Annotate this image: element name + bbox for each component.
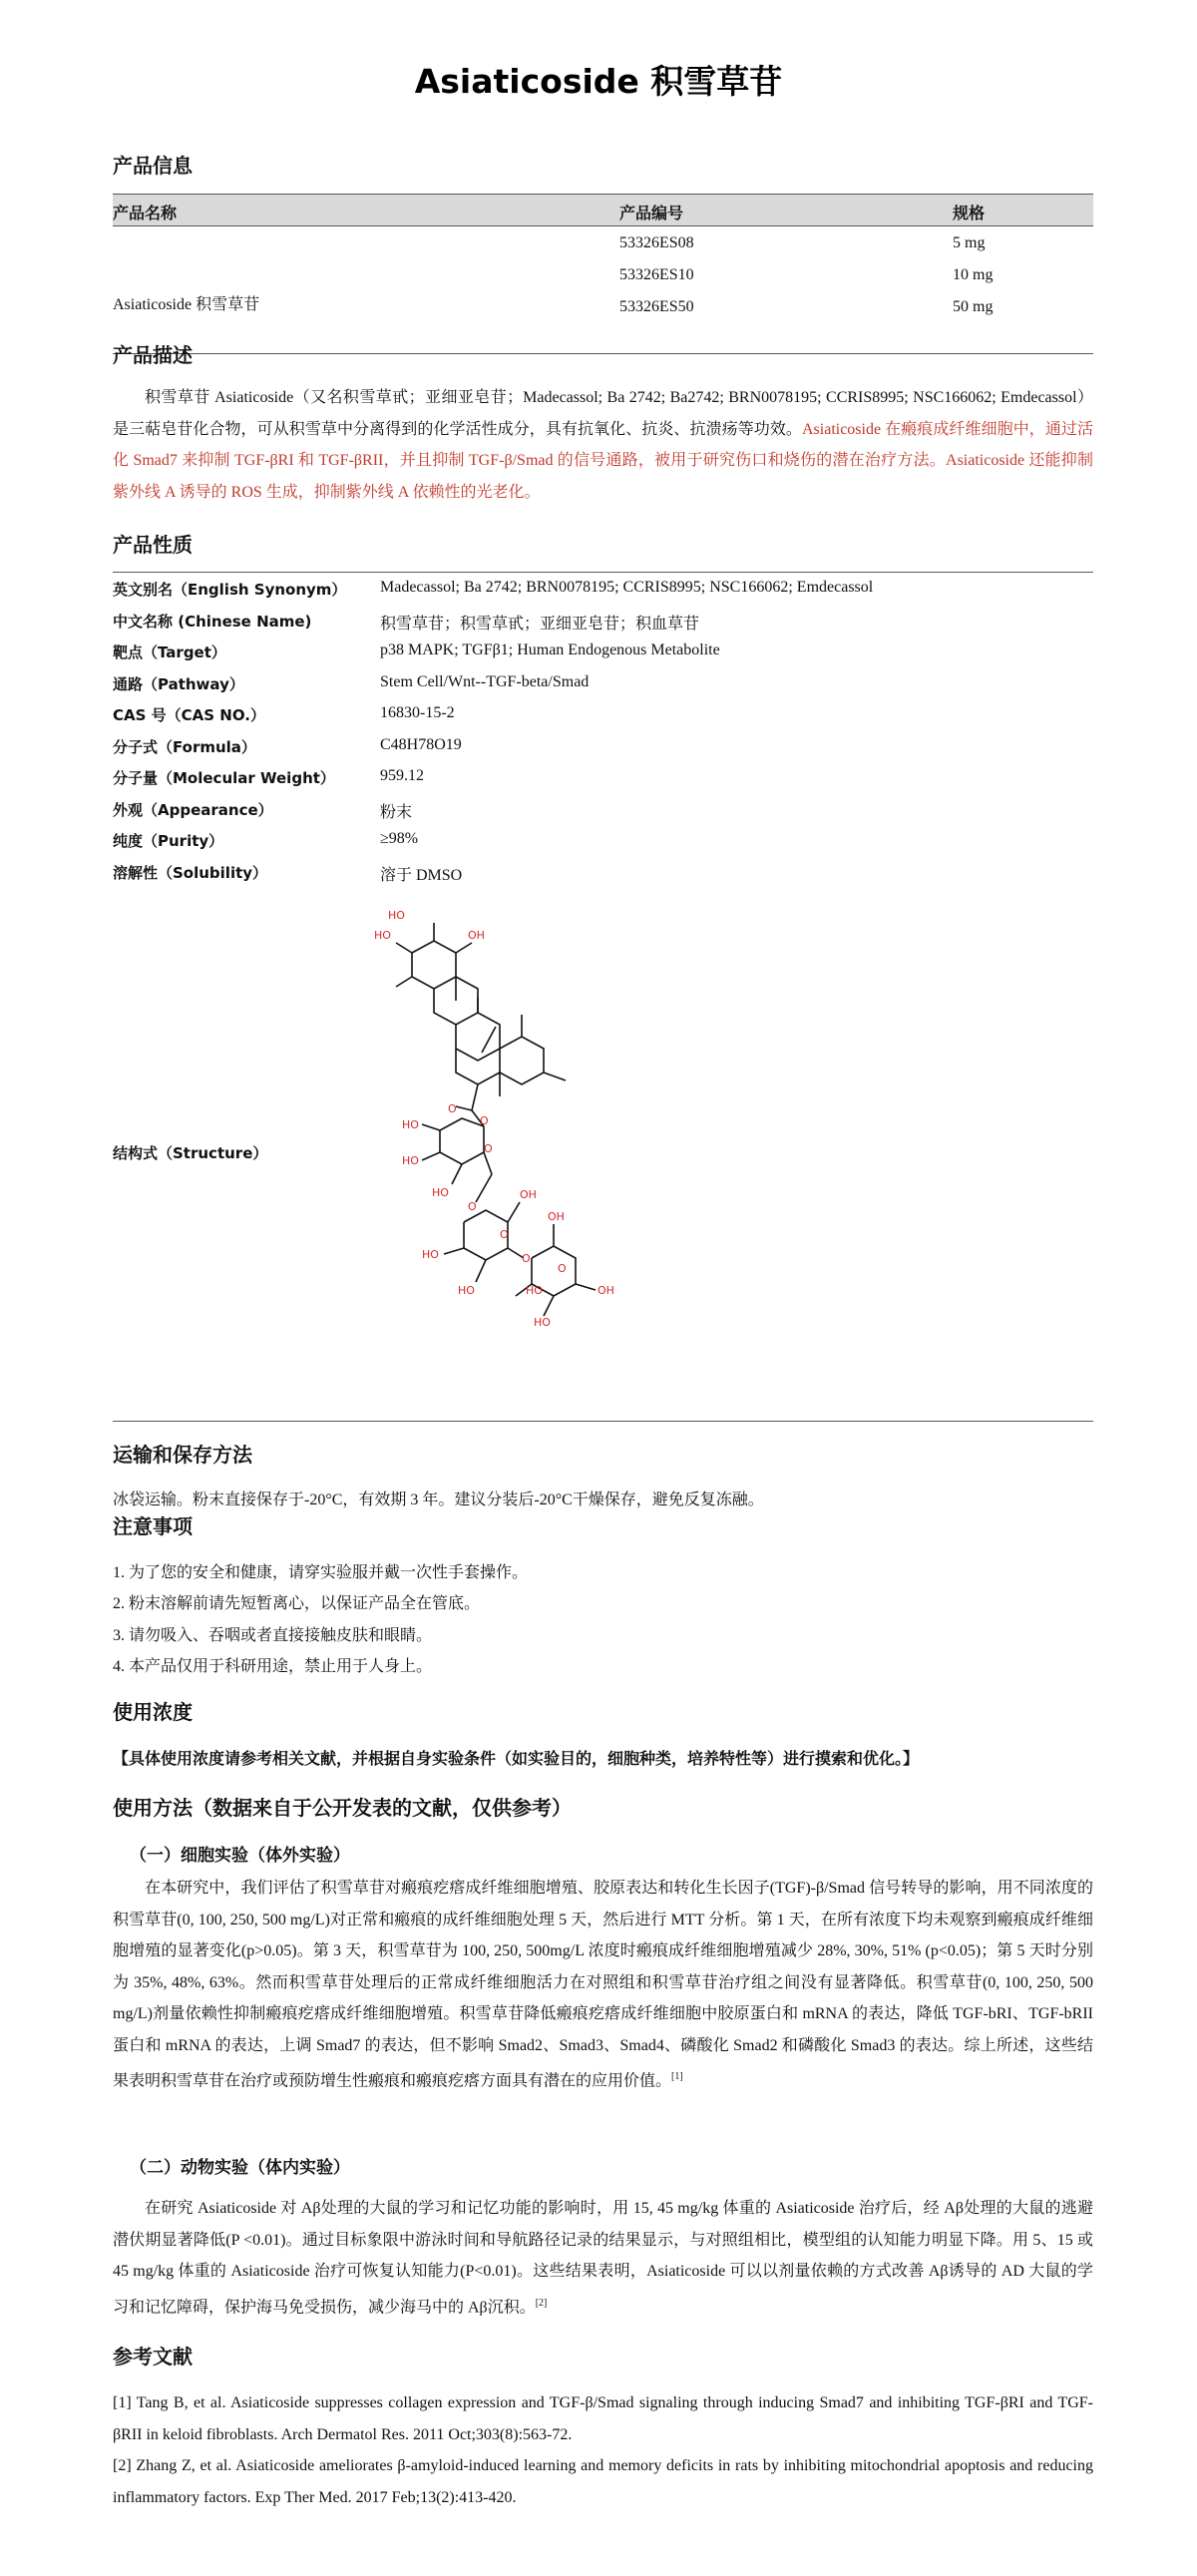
property-row (113, 698, 1093, 730)
structure-row (113, 903, 1093, 1422)
properties-heading: 产品性质 (113, 533, 193, 557)
property-value: ≥98% (380, 830, 419, 847)
usage-heading: 使用方法（数据来自于公开发表的文献，仅供参考） (113, 1796, 572, 1820)
atom-label: O (480, 1114, 489, 1127)
property-row (113, 730, 1093, 762)
storage-heading: 运输和保存方法 (113, 1443, 252, 1467)
property-key: 外观（Appearance） (113, 800, 273, 819)
property-value: 溶于 DMSO (380, 866, 463, 884)
citation-2: [2] (535, 2297, 548, 2309)
atom-label: O (468, 1200, 477, 1213)
cell-experiment-heading: （一）细胞实验（体外实验） (130, 1846, 350, 1866)
product-code-cell: 53326ES50 (619, 298, 694, 315)
atom-label: OH (520, 1188, 537, 1201)
description-red: Asiaticoside 在瘢痕成纤维细胞中，通过活化 Smad7 来抑制 TGF-βRI 和 TGF-βRII，并且抑制 TGF-β/Smad 的信号通路，被用于研究伤口和烧伤的潜在治疗方法。Asiaticoside 还能抑制紫外线 A 诱导的 ROS 生成，抑制紫外线 A 依赖性的光老化。 (113, 420, 1093, 501)
concentration-heading: 使用浓度 (113, 1700, 193, 1724)
product-code-cell: 53326ES08 (619, 234, 694, 251)
description-heading: 产品描述 (113, 343, 193, 367)
column-header-name: 产品名称 (113, 204, 178, 222)
animal-experiment-heading: （二）动物实验（体内实验） (130, 2158, 350, 2178)
property-value: Madecassol; Ba 2742; BRN0078195; CCRIS8995; NSC166062; Emdecassol (380, 579, 874, 596)
atom-label: HO (374, 929, 391, 942)
citation-1: [1] (671, 2071, 683, 2082)
property-key: 溶解性（Solubility） (113, 863, 268, 882)
atom-label: O (558, 1262, 567, 1275)
product-info-heading: 产品信息 (113, 154, 193, 178)
table-body (113, 226, 1093, 354)
atom-label: HO (402, 1118, 419, 1131)
column-header-spec: 规格 (953, 204, 986, 222)
note-item: 1. 为了您的安全和健康，请穿实验服并戴一次性手套操作。 (113, 1564, 529, 1581)
property-value: p38 MAPK; TGFβ1; Human Endogenous Metabolite (380, 642, 720, 658)
property-value: C48H78O19 (380, 735, 462, 753)
description-black: 积雪草苷 Asiaticoside（又名积雪草甙；亚细亚皂苷；Madecassol; Ba 2742; Ba2742; BRN0078195; CCRIS8995; NSC166062; Emdecassol）是三萜皂苷化合物，可从积雪草中分离得到的化学活性成分，具有抗氧化、抗炎、抗溃疡等功效。 (113, 389, 1093, 438)
reference-item: [2] Zhang Z, et al. Asiaticoside ameliorates β-amyloid-induced learning and memory deficits in rats by inhibiting mitochondrial apoptosis and reducing inflammatory factors. Exp Ther Med. 2017 Feb;13(2):413-420. (113, 2457, 1093, 2506)
property-key: 分子量（Molecular Weight） (113, 769, 335, 787)
property-key: CAS 号（CAS NO.） (113, 706, 265, 724)
atom-label: HO (534, 1316, 551, 1329)
property-row (113, 605, 1093, 637)
product-spec-cell: 10 mg (953, 266, 994, 283)
property-row (113, 856, 1093, 888)
product-name-cell: Asiaticoside 积雪草苷 (113, 296, 260, 313)
cell-experiment-text (113, 1873, 1093, 2097)
property-value: 积雪草苷；积雪草甙；亚细亚皂苷；积血草苷 (380, 615, 700, 633)
property-key: 分子式（Formula） (113, 737, 256, 756)
note-item: 3. 请勿吸入、吞咽或者直接接触皮肤和眼睛。 (113, 1627, 433, 1644)
atom-label: OH (548, 1210, 565, 1223)
references-heading: 参考文献 (113, 2345, 193, 2368)
chemical-structure-image (372, 903, 631, 1417)
atom-label: O (500, 1228, 509, 1241)
column-header-code: 产品编号 (619, 204, 684, 222)
note-item: 2. 粉末溶解前请先短暂离心，以保证产品全在管底。 (113, 1595, 481, 1612)
animal-experiment-text (113, 2193, 1093, 2323)
atom-label: HO (458, 1284, 475, 1297)
structure-label: 结构式（Structure） (113, 1144, 268, 1162)
property-value: 959.12 (380, 767, 424, 784)
page-title: Asiaticoside 积雪草苷 (414, 62, 783, 101)
property-row (113, 824, 1093, 856)
property-key: 英文别名（English Synonym） (113, 581, 347, 599)
atom-label: OH (468, 929, 485, 942)
atom-label: O (484, 1142, 493, 1155)
property-row (113, 793, 1093, 825)
property-key: 中文名称 (Chinese Name) (113, 612, 312, 631)
product-spec-cell: 50 mg (953, 298, 994, 315)
property-key: 通路（Pathway） (113, 674, 244, 693)
product-info-table (113, 194, 1093, 354)
note-item: 4. 本产品仅用于科研用途，禁止用于人身上。 (113, 1658, 433, 1675)
atom-label: HO (388, 909, 405, 922)
atom-label: O (522, 1252, 531, 1265)
storage-text: 冰袋运输。粉末直接保存于-20°C，有效期 3 年。建议分装后-20°C干燥保存，避免反复冻融。 (113, 1492, 764, 1508)
atom-label: OH (598, 1284, 614, 1297)
property-value: 粉末 (380, 803, 413, 821)
property-key: 靶点（Target） (113, 644, 226, 661)
reference-item: [1] Tang B, et al. Asiaticoside suppresses collagen expression and TGF-β/Smad signaling through inducing Smad7 and inhibiting TGF-βRI and TGF-βRII in keloid fibroblasts. Arch Dermatol Res. 2011 Oct;303(8):563-72. (113, 2394, 1093, 2443)
product-spec-cell: 5 mg (953, 234, 986, 251)
notes-heading: 注意事项 (113, 1514, 193, 1538)
property-row (113, 573, 1093, 605)
cell-experiment-body: 在本研究中，我们评估了积雪草苷对瘢痕疙瘩成纤维细胞增殖、胶原表达和转化生长因子(TGF)-β/Smad 信号转导的影响，用不同浓度的积雪草苷(0, 100, 250, 500 mg/L)对正常和瘢痕的成纤维细胞处理 5 天，然后进行 MTT 分析。第 1 天，在所有浓度下均未观察到瘢痕成纤维细胞增殖的显著变化(p>0.05)。第 3 天，积雪草苷为 100, 250, 500mg/L 浓度时瘢痕成纤维细胞增殖减少 28%, 30%, 51% (p<0.05)；第 5 天时分别为 35%, 48%, 63%。然而积雪草苷处理后的正常成纤维细胞活力在对照组和积雪草苷治疗组之间没有显著降低。积雪草苷(0, 100, 250, 500 mg/L)剂量依赖性抑制瘢痕疙瘩成纤维细胞增殖。积雪草苷降低瘢痕疙瘩成纤维细胞中胶原蛋白和 mRNA 的表达，降低 TGF-bRI、TGF-bRII 蛋白和 mRNA 的表达，上调 Smad7 的表达，但不影响 Smad2、Smad3、Smad4、磷酸化 Smad2 和磷酸化 Smad3 的表达。综上所述，这些结果表明积雪草苷在治疗或预防增生性瘢痕和瘢痕疙瘩方面具有潜在的应用价值。 (113, 1880, 1093, 2090)
atom-label: HO (422, 1248, 439, 1261)
property-key: 纯度（Purity） (113, 832, 224, 850)
property-row (113, 761, 1093, 793)
property-row (113, 667, 1093, 699)
concentration-text: 【具体使用浓度请参考相关文献，并根据自身实验条件（如实验目的，细胞种类，培养特性等）进行摸索和优化。】 (113, 1749, 920, 1768)
product-code-cell: 53326ES10 (619, 266, 694, 283)
table-header (113, 194, 1093, 226)
description-text (113, 382, 1093, 508)
atom-label: HO (432, 1186, 449, 1199)
properties-table (113, 572, 1093, 887)
property-value: 16830-15-2 (380, 704, 455, 721)
atom-label: HO (402, 1154, 419, 1167)
atom-label: O (448, 1102, 457, 1115)
animal-experiment-body: 在研究 Asiaticoside 对 Aβ处理的大鼠的学习和记忆功能的影响时，用 15, 45 mg/kg 体重的 Asiaticoside 治疗后，经 Aβ处理的大鼠的逃避潜伏期显著降低(P <0.01)。通过目标象限中游泳时间和导航路径记录的结果显示，与对照组相比，模型组的认知能力明显下降。用 5、15 或 45 mg/kg 体重的 Asiaticoside 治疗可恢复认知能力(P<0.01)。这些结果表明，Asiaticoside 可以以剂量依赖的方式改善 Aβ诱导的 AD 大鼠的学习和记忆障碍，保护海马免受损伤，减少海马中的 Aβ沉积。 (113, 2200, 1093, 2316)
property-value: Stem Cell/Wnt--TGF-beta/Smad (380, 672, 590, 690)
property-row (113, 636, 1093, 667)
atom-label: HO (526, 1284, 543, 1297)
